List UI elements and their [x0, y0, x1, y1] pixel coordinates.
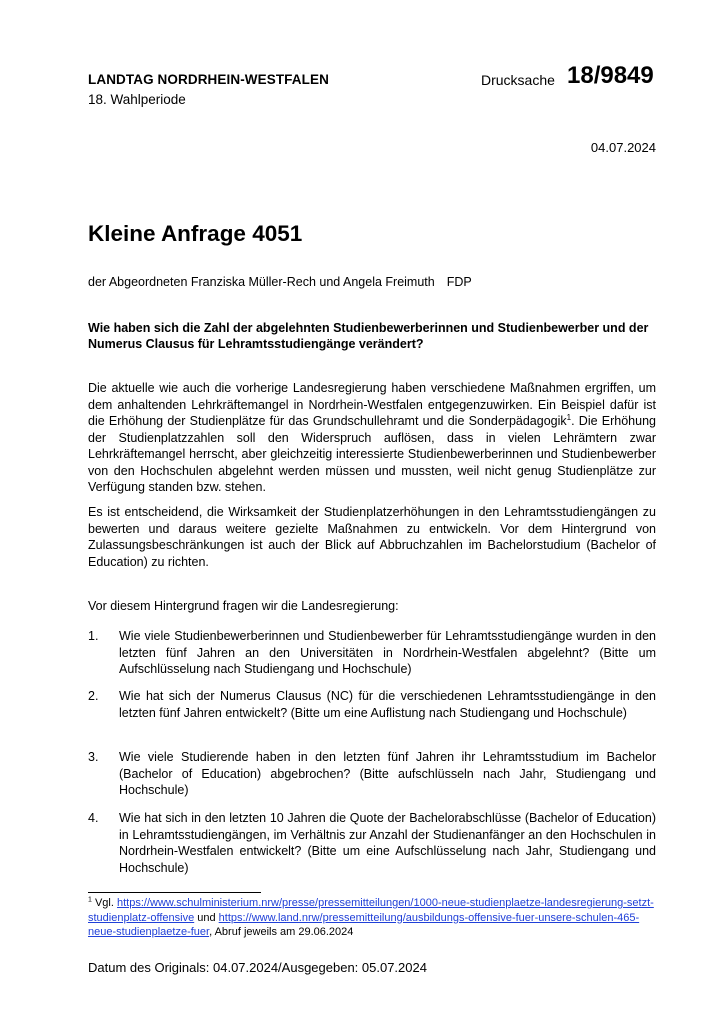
- question-title: Wie haben sich die Zahl der abgelehnten Studienbewerberinnen und Studienbewerber und der Numerus Clausus für Lehramtsstudiengänge verändert?: [88, 321, 649, 351]
- footnote-connector: und: [194, 911, 219, 924]
- questions-intro: Vor diesem Hintergrund fragen wir die Landesregierung:: [88, 599, 399, 613]
- question-number: 3.: [88, 750, 99, 764]
- footnote-divider: [88, 892, 261, 893]
- legislative-period: 18. Wahlperiode: [88, 92, 186, 107]
- question-text: Wie hat sich der Numerus Clausus (NC) für die verschiedenen Lehramtsstudiengänge in den letzten fünf Jahren entwickelt? (Bitte um eine Auflistung nach Studiengang und Hochschule): [119, 689, 656, 720]
- footnote-mark: 1: [88, 896, 92, 904]
- origin-date-line: Datum des Originals: 04.07.2024/Ausgegeben: 05.07.2024: [88, 960, 427, 975]
- footnote-link-schulministerium[interactable]: https://www.schulministerium.nrw/presse/pressemitteilungen/1000-neue-studienplaetze-landesregierung-setzt-studienplatz-offensive: [88, 897, 654, 924]
- question-number: 1.: [88, 629, 99, 643]
- document-title: Kleine Anfrage 4051: [88, 221, 303, 246]
- document-date: 04.07.2024: [590, 140, 656, 155]
- paragraph-context-text-2: . Die Erhöhung der Studienplatzzahlen soll den Widerspruch auflösen, dass in vielen Lehrämtern zwar Lehrkräftemangel herrscht, aber gleichzeitig interessierte Studienbewerberinnen und Studienbewerber von den Hochschulen abgelehnt werden müssen und mussten, weil nicht genug Studienplätze zur Verfügung standen bzw. stehen.: [88, 414, 656, 494]
- authors-names: der Abgeordneten Franziska Müller-Rech und Angela Freimuth: [88, 275, 435, 289]
- question-text: Wie hat sich in den letzten 10 Jahren die Quote der Bachelorabschlüsse (Bachelor of Education) in Lehramtsstudiengängen, im Verhältnis zur Anzahl der Studienanfänger an den Hochschulen in Nordrhein-Westfalen entwickelt? (Bitte um eine Aufschlüsselung nach Jahr, Studiengang und Hochschule): [119, 811, 656, 875]
- footnote: [88, 896, 656, 940]
- authors-line: [88, 275, 472, 289]
- footnote-prefix: Vgl.: [91, 897, 117, 909]
- paragraph-context: [88, 380, 656, 496]
- drucksache-number: 18/9849: [567, 62, 654, 89]
- footnote-suffix: , Abruf jeweils am 29.06.2024: [209, 926, 354, 938]
- question-number: 4.: [88, 811, 99, 825]
- paragraph-context-text-1: Die aktuelle wie auch die vorherige Landesregierung haben verschiedene Maßnahmen ergriffen, um dem anhaltenden Lehrkräftemangel in Nordrhein-Westfalen entgegenzuwirken. Ein Beispiel dafür ist die Erhöhung der Studienplätze für das Grundschullehramt und die Sonderpädagogik: [88, 381, 656, 428]
- paragraph-importance: Es ist entscheidend, die Wirksamkeit der Studienplatzerhöhungen in den Lehramtsstudiengängen zu bewerten und daraus weitere gezielte Maßnahmen zu entwickeln. Vor dem Hintergrund von Zulassungsbeschränkungen ist auch der Blick auf Abbruchzahlen im Bachelorstudium (Bachelor of Education) zu richten.: [88, 505, 656, 569]
- question-text: Wie viele Studienbewerberinnen und Studienbewerber für Lehramtsstudiengänge wurden in den letzten fünf Jahren an den Universitäten in Nordrhein-Westfalen abgelehnt? (Bitte um Aufschlüsselung nach Studiengang und Hochschule): [119, 629, 656, 676]
- institution-name: LANDTAG NORDRHEIN-WESTFALEN: [88, 72, 329, 87]
- question-number: 2.: [88, 689, 99, 703]
- footnote-link-land-nrw[interactable]: https://www.land.nrw/pressemitteilung/ausbildungs-offensive-fuer-unsere-schulen-465-neue-studienplaetze-fuer: [88, 911, 640, 938]
- drucksache-label: Drucksache: [481, 72, 555, 88]
- footnote-reference[interactable]: 1: [566, 412, 572, 422]
- party-label: FDP: [446, 275, 472, 289]
- question-text: Wie viele Studierende haben in den letzten fünf Jahren ihr Lehramtsstudium im Bachelor (Bachelor of Education) abgebrochen? (Bitte aufschlüsseln nach Jahr, Studiengang und Hochschule): [119, 750, 656, 797]
